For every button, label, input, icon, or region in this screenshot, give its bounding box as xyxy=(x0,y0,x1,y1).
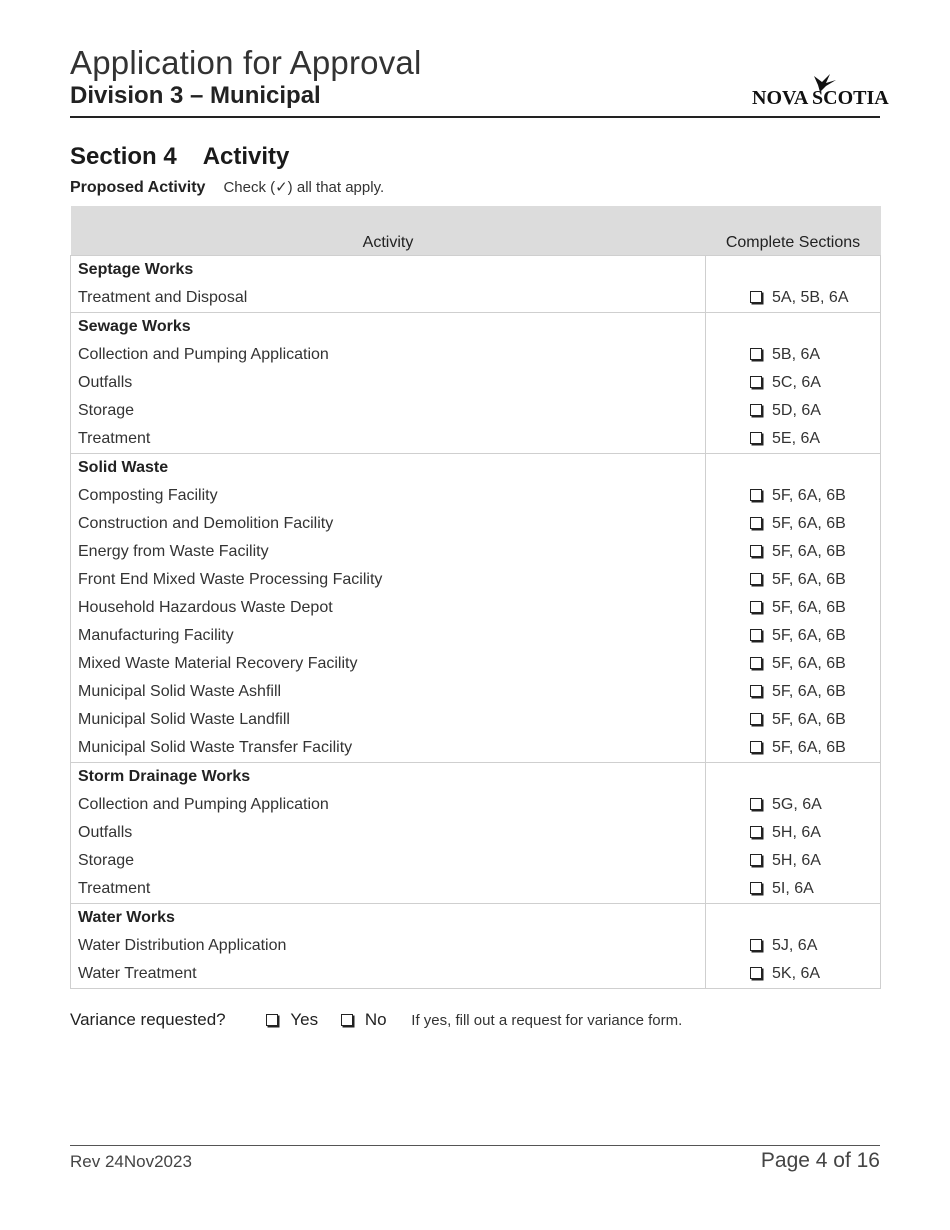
checkbox-icon[interactable] xyxy=(750,291,762,303)
variance-note: If yes, fill out a request for variance form. xyxy=(411,1012,683,1029)
activity-sections-cell[interactable] xyxy=(706,650,881,678)
activity-name: Municipal Solid Waste Landfill xyxy=(71,706,706,734)
sections-label: 5B, 6A xyxy=(772,346,821,363)
checkbox-icon[interactable] xyxy=(750,798,762,810)
activity-name: Composting Facility xyxy=(71,482,706,510)
table-row xyxy=(71,734,881,763)
table-row xyxy=(71,284,881,313)
activity-name: Front End Mixed Waste Processing Facility xyxy=(71,566,706,594)
group-sections-cell xyxy=(706,256,881,285)
checkbox-icon[interactable] xyxy=(750,601,762,613)
activity-sections-cell[interactable] xyxy=(706,482,881,510)
group-name: Water Works xyxy=(71,904,706,933)
proposed-activity-line xyxy=(70,178,384,197)
checkbox-icon[interactable] xyxy=(341,1014,353,1026)
sections-label: 5F, 6A, 6B xyxy=(772,683,846,700)
activity-sections-cell[interactable] xyxy=(706,341,881,369)
table-row xyxy=(71,960,881,989)
sections-label: 5E, 6A xyxy=(772,430,821,447)
footer-divider xyxy=(70,1145,880,1146)
group-name: Solid Waste xyxy=(71,454,706,483)
variance-yes-option[interactable] xyxy=(266,1010,318,1029)
sections-label: 5F, 6A, 6B xyxy=(772,543,846,560)
activity-name: Energy from Waste Facility xyxy=(71,538,706,566)
activity-name: Manufacturing Facility xyxy=(71,622,706,650)
table-row xyxy=(71,678,881,706)
sections-label: 5H, 6A xyxy=(772,824,821,841)
table-group-row xyxy=(71,454,881,483)
table-row xyxy=(71,594,881,622)
activity-name: Mixed Waste Material Recovery Facility xyxy=(71,650,706,678)
checkbox-icon[interactable] xyxy=(750,967,762,979)
sections-label: 5D, 6A xyxy=(772,402,821,419)
footer-revision: Rev 24Nov2023 xyxy=(70,1152,192,1171)
activity-sections-cell[interactable] xyxy=(706,538,881,566)
table-row xyxy=(71,538,881,566)
sections-label: 5F, 6A, 6B xyxy=(772,739,846,756)
table-row xyxy=(71,341,881,369)
table-group-row xyxy=(71,904,881,933)
table-row xyxy=(71,819,881,847)
activity-sections-cell[interactable] xyxy=(706,397,881,425)
sections-label: 5A, 5B, 6A xyxy=(772,289,849,306)
table-row xyxy=(71,510,881,538)
activity-name: Outfalls xyxy=(71,819,706,847)
activity-name: Collection and Pumping Application xyxy=(71,341,706,369)
table-row xyxy=(71,791,881,819)
sections-label: 5J, 6A xyxy=(772,937,818,954)
activity-name: Water Treatment xyxy=(71,960,706,989)
logo-text-right: SCOTIA xyxy=(812,87,889,109)
activity-name: Storage xyxy=(71,397,706,425)
variance-no-label: No xyxy=(364,1010,387,1029)
document-subtitle: Division 3 – Municipal xyxy=(70,82,321,109)
checkbox-icon[interactable] xyxy=(750,685,762,697)
checkbox-icon[interactable] xyxy=(750,545,762,557)
activity-table xyxy=(70,206,881,989)
table-row xyxy=(71,566,881,594)
variance-no-option[interactable] xyxy=(341,1010,387,1029)
table-row xyxy=(71,650,881,678)
table-row xyxy=(71,482,881,510)
header-divider xyxy=(70,116,880,118)
activity-sections-cell[interactable] xyxy=(706,622,881,650)
sections-label: 5F, 6A, 6B xyxy=(772,571,846,588)
proposed-activity-hint: Check (✓) all that apply. xyxy=(223,179,385,196)
sections-label: 5F, 6A, 6B xyxy=(772,599,846,616)
checkbox-icon[interactable] xyxy=(750,489,762,501)
activity-sections-cell[interactable] xyxy=(706,706,881,734)
checkbox-icon[interactable] xyxy=(750,854,762,866)
activity-name: Treatment xyxy=(71,875,706,904)
activity-name: Storage xyxy=(71,847,706,875)
activity-sections-cell[interactable] xyxy=(706,284,881,313)
document-page xyxy=(70,0,889,1230)
table-row xyxy=(71,397,881,425)
checkbox-icon[interactable] xyxy=(750,517,762,529)
sections-label: 5F, 6A, 6B xyxy=(772,487,846,504)
checkbox-icon[interactable] xyxy=(750,573,762,585)
checkbox-icon[interactable] xyxy=(750,348,762,360)
footer-page-number: Page 4 of 16 xyxy=(760,1149,880,1172)
activity-sections-cell[interactable] xyxy=(706,847,881,875)
activity-sections-cell[interactable] xyxy=(706,566,881,594)
group-name: Sewage Works xyxy=(71,313,706,342)
activity-sections-cell[interactable] xyxy=(706,369,881,397)
sections-label: 5F, 6A, 6B xyxy=(772,627,846,644)
activity-sections-cell[interactable] xyxy=(706,960,881,989)
document-title: Application for Approval xyxy=(70,44,422,81)
group-sections-cell xyxy=(706,904,881,933)
activity-name: Construction and Demolition Facility xyxy=(71,510,706,538)
checkbox-icon[interactable] xyxy=(750,404,762,416)
checkbox-icon[interactable] xyxy=(750,939,762,951)
group-sections-cell xyxy=(706,763,881,792)
sections-label: 5I, 6A xyxy=(772,880,814,897)
sections-label: 5K, 6A xyxy=(772,965,821,982)
table-row xyxy=(71,622,881,650)
variance-question xyxy=(70,1010,682,1030)
nova-scotia-logo xyxy=(752,72,889,109)
table-header-row xyxy=(71,206,881,256)
activity-sections-cell[interactable] xyxy=(706,594,881,622)
activity-sections-cell[interactable] xyxy=(706,875,881,904)
sections-label: 5C, 6A xyxy=(772,374,821,391)
activity-name: Collection and Pumping Application xyxy=(71,791,706,819)
activity-name: Outfalls xyxy=(71,369,706,397)
section-title: Activity xyxy=(202,143,290,170)
group-sections-cell xyxy=(706,313,881,342)
table-group-row xyxy=(71,256,881,285)
activity-sections-cell[interactable] xyxy=(706,510,881,538)
table-group-row xyxy=(71,313,881,342)
proposed-activity-label: Proposed Activity xyxy=(70,179,206,196)
checkbox-icon[interactable] xyxy=(750,432,762,444)
checkbox-icon[interactable] xyxy=(750,376,762,388)
variance-yes-label: Yes xyxy=(290,1010,319,1029)
sections-label: 5G, 6A xyxy=(772,796,822,813)
table-row xyxy=(71,932,881,960)
activity-name: Municipal Solid Waste Ashfill xyxy=(71,678,706,706)
checkbox-icon[interactable] xyxy=(750,713,762,725)
column-header-sections: Complete Sections xyxy=(706,206,881,256)
activity-sections-cell[interactable] xyxy=(706,678,881,706)
checkbox-icon[interactable] xyxy=(750,657,762,669)
group-sections-cell xyxy=(706,454,881,483)
activity-sections-cell[interactable] xyxy=(706,791,881,819)
activity-name: Household Hazardous Waste Depot xyxy=(71,594,706,622)
activity-sections-cell[interactable] xyxy=(706,734,881,763)
activity-sections-cell[interactable] xyxy=(706,819,881,847)
checkbox-icon[interactable] xyxy=(750,882,762,894)
table-row xyxy=(71,706,881,734)
sections-label: 5H, 6A xyxy=(772,852,821,869)
table-group-row xyxy=(71,763,881,792)
checkbox-icon[interactable] xyxy=(266,1014,278,1026)
table-row xyxy=(71,369,881,397)
variance-label: Variance requested? xyxy=(70,1010,226,1029)
group-name: Storm Drainage Works xyxy=(71,763,706,792)
group-name: Septage Works xyxy=(71,256,706,285)
activity-name: Treatment and Disposal xyxy=(71,284,706,313)
table-row xyxy=(71,875,881,904)
column-header-activity: Activity xyxy=(71,206,706,256)
section-number: Section 4 xyxy=(70,143,177,170)
activity-table-body xyxy=(71,256,881,989)
logo-text-left: NOVA xyxy=(752,87,809,109)
section-heading xyxy=(70,143,289,171)
activity-name: Treatment xyxy=(71,425,706,454)
activity-name: Water Distribution Application xyxy=(71,932,706,960)
table-row xyxy=(71,847,881,875)
checkbox-icon[interactable] xyxy=(750,741,762,753)
activity-sections-cell[interactable] xyxy=(706,932,881,960)
activity-sections-cell[interactable] xyxy=(706,425,881,454)
sections-label: 5F, 6A, 6B xyxy=(772,711,846,728)
sections-label: 5F, 6A, 6B xyxy=(772,515,846,532)
checkbox-icon[interactable] xyxy=(750,826,762,838)
checkbox-icon[interactable] xyxy=(750,629,762,641)
activity-name: Municipal Solid Waste Transfer Facility xyxy=(71,734,706,763)
sections-label: 5F, 6A, 6B xyxy=(772,655,846,672)
table-row xyxy=(71,425,881,454)
